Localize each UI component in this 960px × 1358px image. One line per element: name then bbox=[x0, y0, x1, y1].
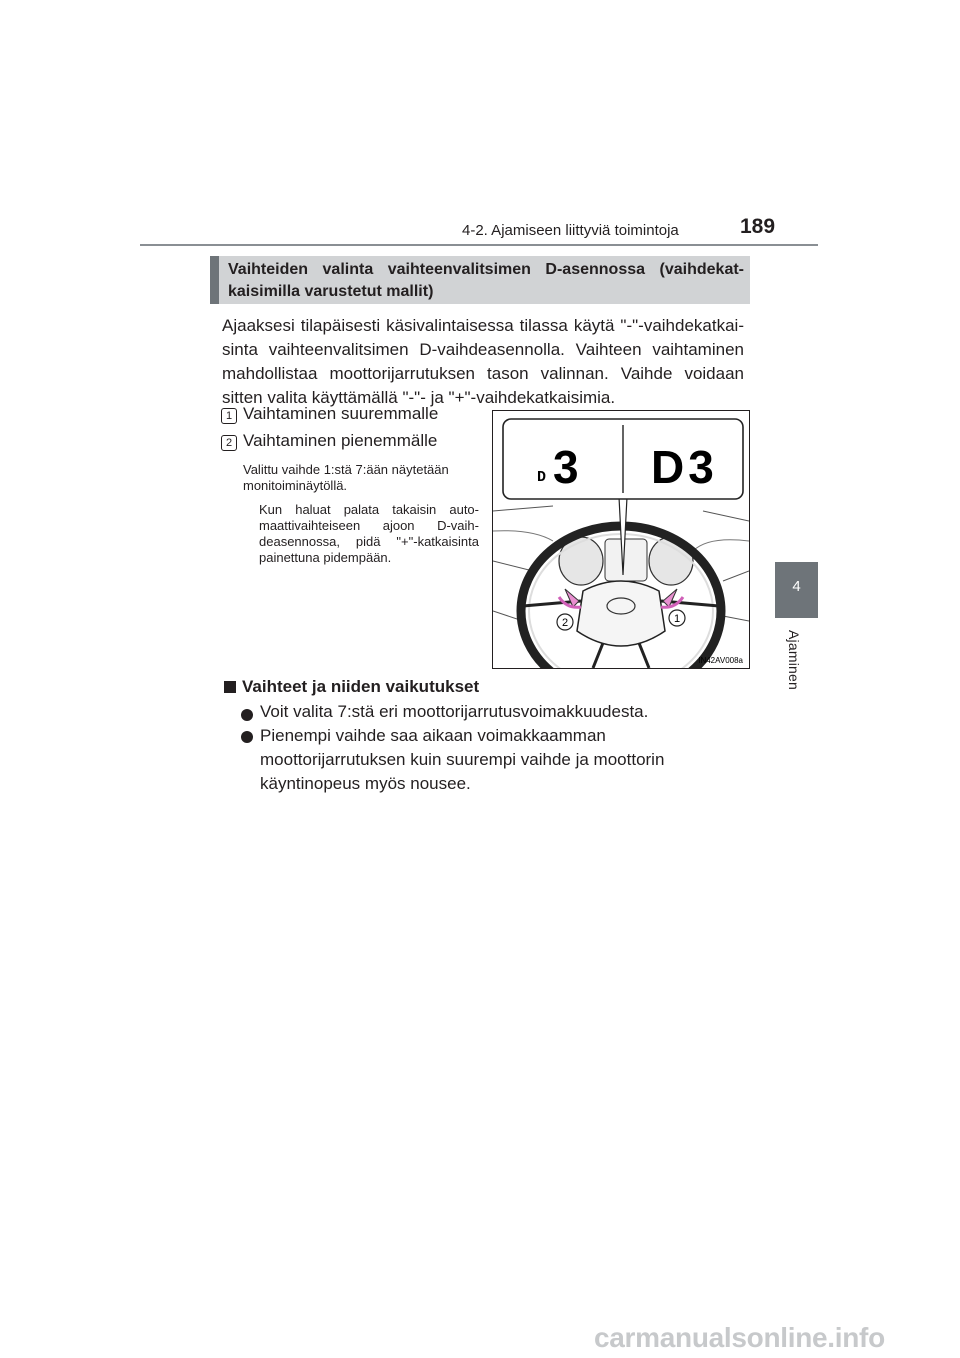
note-gear-display: Valittu vaihde 1:stä 7:ään näytetään monitoiminäytöllä. bbox=[243, 462, 449, 493]
section-square-marker bbox=[224, 681, 236, 693]
gear-display-small-prefix: D bbox=[537, 469, 547, 486]
paddle-shift-illustration bbox=[492, 410, 750, 669]
callout-2-text: 2 bbox=[561, 617, 569, 629]
header-divider bbox=[140, 244, 818, 246]
item-marker-2: 2 bbox=[221, 435, 237, 451]
bullet-text-1: Voit valita 7:stä eri moottorijarrutusvoimakkuudesta. bbox=[260, 702, 649, 721]
intro-paragraph: Ajaaksesi tilapäisesti käsivalintaisessa tilassa käytä "-"-vaihdekatkai-sinta vaihteenvalitsimen D-vaihdeasennolla. Vaihteen vaihtaminen mahdollistaa moottorijarrutuksen tason valinnan. Vaihde voidaan sitten valita käyttämällä "-"- ja "+"-vaihdekatkaisimia. bbox=[222, 316, 744, 407]
item-marker-1: 1 bbox=[221, 408, 237, 424]
section-title-accent bbox=[210, 256, 219, 304]
section-title: Vaihteiden valinta vaihteenvalitsimen D-asennossa (vaihdekat-kaisimilla varustetut mallit) bbox=[228, 261, 744, 300]
page-number: 189 bbox=[740, 215, 776, 238]
header-section-title: 4-2. Ajamiseen liittyviä toimintoja bbox=[462, 222, 679, 239]
bullet-text-2: Pienempi vaihde saa aikaan voimakkaamman moottorijarrutuksen kuin suurempi vaihde ja moottorin käyntinopeus myös nousee. bbox=[260, 726, 665, 793]
note-return-auto: Kun haluat palata takaisin auto-maattivaihteiseen ajoon D-vaih-deasennossa, pidä "+"-katkaisinta painettuna pidempään. bbox=[259, 502, 479, 565]
chapter-label: Ajaminen bbox=[786, 630, 802, 690]
bullet-dot bbox=[241, 709, 253, 721]
bullet-dot bbox=[241, 731, 253, 743]
multi-info-display-icon bbox=[605, 539, 647, 581]
chapter-number: 4 bbox=[792, 578, 801, 595]
figure-code: IN42AV008a bbox=[698, 656, 743, 665]
gear-display-small: 3 bbox=[553, 441, 579, 493]
item-label-downshift: Vaihtaminen pienemmälle bbox=[243, 431, 438, 450]
subsection-title: Vaihteet ja niiden vaikutukset bbox=[242, 677, 480, 696]
gear-display-large: D3 bbox=[651, 441, 718, 493]
callout-1-text: 1 bbox=[673, 613, 681, 625]
steering-wheel-illustration bbox=[493, 411, 749, 668]
watermark: carmanualsonline.info bbox=[594, 1322, 885, 1353]
item-label-upshift: Vaihtaminen suuremmalle bbox=[243, 404, 439, 423]
